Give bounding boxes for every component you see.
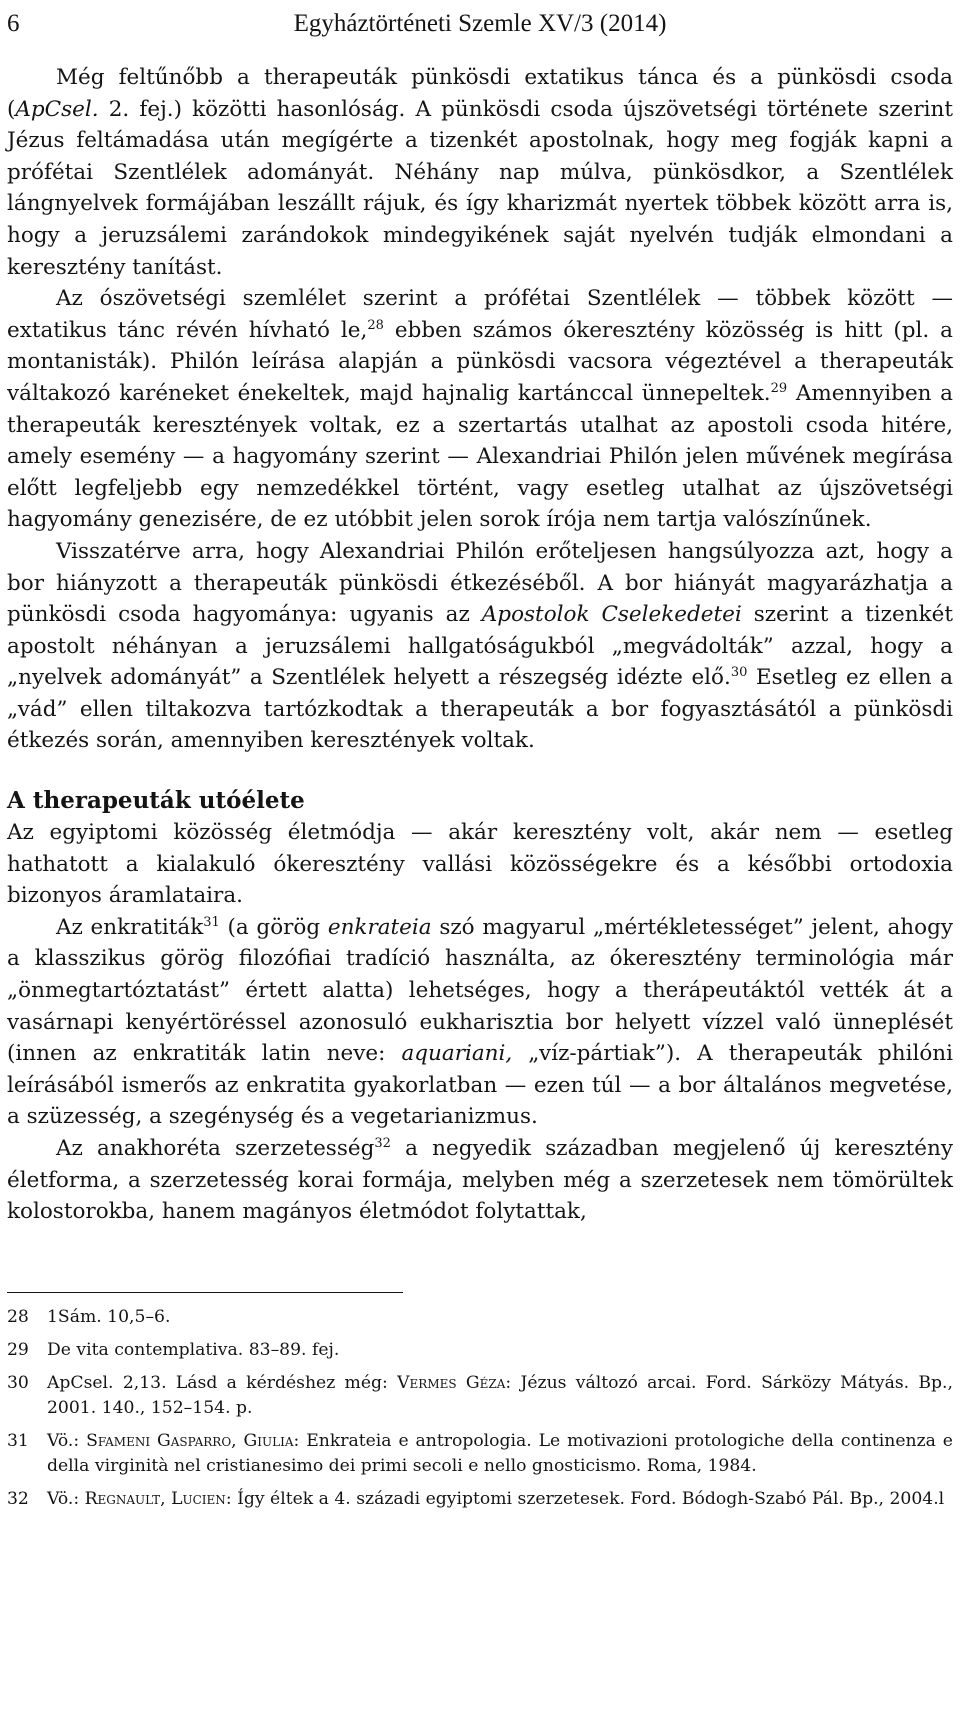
footnote-31: 31 Vö.: Sfameni Gasparro, Giulia: Enkrateia e antropologia. Le motivazioni protologiche della continenza e della virginità nel cristianesimo dei primi secoli e nello gnosticismo. Roma, 1984. xyxy=(7,1431,953,1476)
footnote-number: 29 xyxy=(7,1340,29,1360)
journal-title: Egyháztörténeti Szemle XV/3 (2014) xyxy=(293,10,667,37)
paragraph-pentecost-dance: Még feltűnőbb a therapeuták pünkösdi extatikus tánca és a pünkösdi csoda (ApCsel. 2. fej.) közötti hasonlóság. A pünkösdi csoda újszövetségi története szerint Jézus feltámadása után megígérte a tizenkét apostolnak, hogy meg fogják kapni a prófétai Szentlélek adományát. Néhány nap múlva, pünkösdkor, a Szentlélek lángnyelvek formájában leszállt rájuk, és így kharizmát nyertek többek között arra is, hogy a jeruzsálemi zarándokok mindegyikének saját nyelvén tudják elmondani a keresztény tanítást. xyxy=(7,65,953,280)
section-heading: A therapeuták utóélete xyxy=(7,787,305,815)
italic-title: Apostolok Cselekedetei xyxy=(481,602,742,628)
paragraph-encratites: Az enkratiták$^{31}$ (a görög enkrateia szó magyarul „mértékletességet” jelent, ahogy a klasszikus görög filozófiai tradíció használta, az ókeresztény terminológia már „önmegtartóztatást” értett alatta) lehetséges, hogy a therápeutáktól vették át a vasárnapi kenyértöréssel azonosuló eukharisztia bor helyett vízzel való ünneplését (innen az enkratiták latin neve: aquariani, „víz-pártiak”). A therapeuták philóni leírásából ismerős az enkratita gyakorlatban — ezen túl — a bor általános megvetése, a szüzesség, a szegénység és a vegetarianizmus. xyxy=(7,914,954,1130)
page-number: 6 xyxy=(7,10,20,37)
footnote-28: 28 1Sám. 10,5–6. xyxy=(7,1305,953,1330)
footnote-number: 32 xyxy=(7,1489,29,1509)
footnote-ref-31[interactable]: 31 xyxy=(203,914,220,930)
footnotes xyxy=(7,1305,953,1520)
author-name: Vermes Géza xyxy=(397,1373,506,1393)
paragraph-community-influence: Az egyiptomi közösség életmódja — akár keresztény volt, akár nem — esetleg hathatott a kialakuló ókeresztény vallási közösségekre és a későbbi ortodoxia bizonyos áramlataira. xyxy=(7,820,953,909)
footnote-29: 29 De vita contemplativa. 83–89. fej. xyxy=(7,1338,953,1363)
author-name: Regnault, Lucien xyxy=(84,1489,226,1509)
footnote-number: 30 xyxy=(7,1373,29,1393)
footnote-ref-28[interactable]: 28 xyxy=(367,317,384,333)
footnote-ref-30[interactable]: 30 xyxy=(730,665,748,681)
running-header xyxy=(7,6,953,42)
paragraph-anchorites: Az anakhoréta szerzetesség$^{32}$ a negyedik században megjelenő új keresztény életforma, a szerzetesség korai formája, melyben még a szerzetesek nem tömörültek kolostorokba, hanem magányos életmódot folytattak, xyxy=(7,1135,953,1225)
paragraph-ecstatic-dance: Az ószövetségi szemlélet szerint a prófétai Szentlélek — többek között — extatikus tánc révén hívható le,$^{28}$ ebben számos ókeresztény közösség is hitt (pl. a montanisták). Philón leírása alapján a pünkösdi vacsora végeztével a therapeuták váltakozó karéneket énekeltek, majd hajnalig kartánccal ünnepeltek.$^{29}$ Amennyiben a therapeuták keresztények voltak, ez a szertartás utalhat az apostoli csoda hitére, amely esemény — a hagyomány szerint — Alexandriai Philón jelen művének megírása előtt legfeljebb egy nemzedékkel történt, vagy esetleg utalhat az újszövetségi hagyomány genezisére, de ez utóbbit jelen sorok írója nem tartja valószínűnek. xyxy=(7,286,953,533)
italic-term: enkrateia xyxy=(327,914,432,940)
footnote-30: 30 ApCsel. 2,13. Lásd a kérdéshez még: Vermes Géza: Jézus változó arcai. Ford. Sárközy Mátyás. Bp., 2001. 140., 152–154. p. xyxy=(7,1373,953,1418)
italic-term: aquariani, xyxy=(401,1041,513,1067)
paragraph-wine-absence: Visszatérve arra, hogy Alexandriai Philón erőteljesen hangsúlyozza azt, hogy a bor hiányzott a therapeuták pünkösdi étkezéséből. A bor hiányát magyarázhatja a pünkösdi csoda hagyománya: ugyanis az Apostolok Cselekedetei szerint a tizenkét apostolt néhányan a jeruzsálemi hallgatóságukból „megvádolták” azzal, hogy a „nyelvek adományát” a Szentlélek helyett a részegség idézte elő.$^{30}$ Esetleg ez ellen a „vád” ellen tiltakozva tartózkodtak a therapeuták a bor fogyasztásától a pünkösdi étkezés során, amennyiben keresztények voltak. xyxy=(7,538,953,754)
italic-ref: ApCsel. xyxy=(15,96,99,122)
footnote-number: 31 xyxy=(7,1431,29,1451)
footnote-32: 32 Vö.: Regnault, Lucien: Így éltek a 4. századi egyiptomi szerzetesek. Ford. Bódogh-Szabó Pál. Bp., 2004.l xyxy=(7,1487,953,1512)
author-name: Sfameni Gasparro, Giulia xyxy=(86,1431,294,1451)
footnote-number: 28 xyxy=(7,1307,29,1327)
footnote-ref-32[interactable]: 32 xyxy=(374,1135,391,1151)
main-text xyxy=(7,62,953,1228)
footnote-ref-29[interactable]: 29 xyxy=(770,380,788,396)
footnote-separator xyxy=(7,1292,403,1293)
